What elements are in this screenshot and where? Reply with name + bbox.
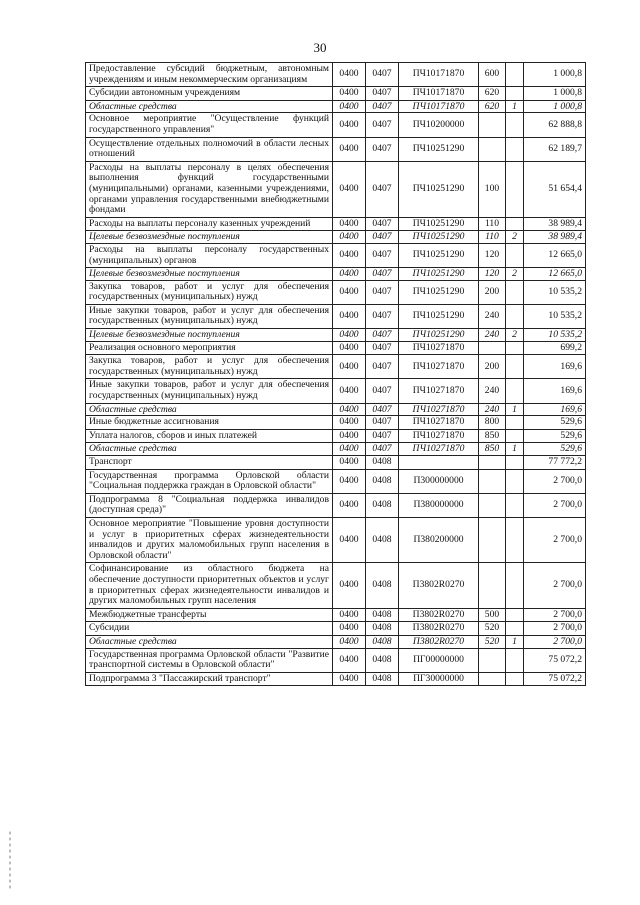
row-subsection-code: 0407 [366,113,399,137]
row-section-code: 0400 [333,672,366,686]
row-subsection-code: 0407 [366,379,399,403]
row-amount: 75 072,2 [524,672,586,686]
row-target-article: ПЧ10251290 [399,329,479,342]
row-target-article: ПЧ10171870 [399,87,479,101]
scan-edge-marks [8,830,12,890]
row-section-code: 0400 [333,63,366,87]
row-source [506,355,524,379]
table-row [86,280,586,304]
row-section-code: 0400 [333,341,366,355]
row-subsection-code: 0408 [366,517,399,562]
row-amount: 1 000,8 [524,100,586,113]
row-expense-type [479,137,506,161]
row-source [506,456,524,470]
row-subsection-code: 0407 [366,137,399,161]
row-amount: 77 772,2 [524,456,586,470]
table-row [86,622,586,636]
row-expense-type [479,563,506,608]
row-amount: 2 700,0 [524,608,586,622]
table-row [86,379,586,403]
row-subsection-code: 0407 [366,161,399,217]
row-name: Подпрограмма 3 "Пассажирский транспорт" [86,672,333,686]
row-source: 1 [506,635,524,648]
row-name: Закупка товаров, работ и услуг для обеспечения государственных (муниципальных) нужд [86,280,333,304]
row-expense-type: 110 [479,217,506,231]
row-expense-type: 850 [479,429,506,443]
row-name: Подпрограмма 8 "Социальная поддержка инвалидов (доступная среда)" [86,493,333,517]
row-subsection-code: 0407 [366,355,399,379]
row-amount: 51 654,4 [524,161,586,217]
table-row [86,231,586,244]
row-target-article: ПГ00000000 [399,648,479,672]
row-section-code: 0400 [333,243,366,267]
row-amount: 169,6 [524,355,586,379]
row-source [506,622,524,636]
row-amount: 2 700,0 [524,622,586,636]
row-expense-type: 240 [479,379,506,403]
row-amount: 12 665,0 [524,268,586,281]
row-subsection-code: 0408 [366,608,399,622]
row-amount: 1 000,8 [524,87,586,101]
row-source [506,341,524,355]
row-amount: 2 700,0 [524,635,586,648]
row-expense-type [479,672,506,686]
row-section-code: 0400 [333,329,366,342]
row-section-code: 0400 [333,403,366,416]
table-row [86,672,586,686]
row-name: Субсидии [86,622,333,636]
row-source [506,137,524,161]
row-name: Закупка товаров, работ и услуг для обеспечения государственных (муниципальных) нужд [86,355,333,379]
row-subsection-code: 0407 [366,243,399,267]
row-section-code: 0400 [333,469,366,493]
row-expense-type: 240 [479,329,506,342]
row-source [506,563,524,608]
row-name: Областные средства [86,635,333,648]
row-section-code: 0400 [333,304,366,328]
row-amount: 699,2 [524,341,586,355]
row-section-code: 0400 [333,161,366,217]
row-target-article: ПГ30000000 [399,672,479,686]
row-name: Иные закупки товаров, работ и услуг для обеспечения государственных (муниципальных) нужд [86,379,333,403]
row-section-code: 0400 [333,355,366,379]
row-amount: 2 700,0 [524,563,586,608]
row-source [506,280,524,304]
row-subsection-code: 0408 [366,635,399,648]
row-target-article: ПЧ10200000 [399,113,479,137]
row-amount: 169,6 [524,379,586,403]
table-row [86,268,586,281]
row-expense-type: 620 [479,87,506,101]
table-row [86,161,586,217]
row-name: Осуществление отдельных полномочий в области лесных отношений [86,137,333,161]
row-name: Государственная программа Орловской области "Социальная поддержка граждан в Орловской области" [86,469,333,493]
row-target-article: ПЧ10171870 [399,63,479,87]
row-expense-type [479,517,506,562]
row-target-article: ПЧ10251290 [399,243,479,267]
row-name: Предоставление субсидий бюджетным, автономным учреждениям и иным некоммерческим организациям [86,63,333,87]
row-subsection-code: 0407 [366,231,399,244]
row-subsection-code: 0407 [366,329,399,342]
row-name: Иные закупки товаров, работ и услуг для обеспечения государственных (муниципальных) нужд [86,304,333,328]
row-amount: 529,6 [524,416,586,430]
row-subsection-code: 0407 [366,341,399,355]
row-name: Реализация основного мероприятия [86,341,333,355]
row-target-article: П3802R0270 [399,635,479,648]
row-amount: 2 700,0 [524,469,586,493]
row-name: Межбюджетные трансферты [86,608,333,622]
row-section-code: 0400 [333,429,366,443]
row-target-article: П3802R0270 [399,563,479,608]
row-target-article: П380200000 [399,517,479,562]
row-source [506,113,524,137]
row-section-code: 0400 [333,231,366,244]
row-expense-type [479,113,506,137]
row-expense-type [479,341,506,355]
row-section-code: 0400 [333,87,366,101]
table-row [86,100,586,113]
row-name: Целевые безвозмездные поступления [86,268,333,281]
table-row [86,329,586,342]
row-subsection-code: 0407 [366,87,399,101]
row-target-article: П300000000 [399,469,479,493]
row-target-article: ПЧ10171870 [399,100,479,113]
row-target-article: П3802R0270 [399,608,479,622]
row-expense-type: 100 [479,161,506,217]
row-expense-type: 520 [479,635,506,648]
row-amount: 169,6 [524,403,586,416]
row-name: Транспорт [86,456,333,470]
row-name: Областные средства [86,100,333,113]
row-target-article: ПЧ10271870 [399,429,479,443]
row-name: Софинансирование из областного бюджета на обеспечение доступности приоритетных объектов и услуг в приоритетных сферах жизнедеятельности инвалидов и других маломобильных групп населения [86,563,333,608]
row-amount: 10 535,2 [524,329,586,342]
row-section-code: 0400 [333,268,366,281]
row-amount: 75 072,2 [524,648,586,672]
row-section-code: 0400 [333,280,366,304]
row-expense-type: 500 [479,608,506,622]
row-source [506,608,524,622]
row-amount: 38 989,4 [524,231,586,244]
row-section-code: 0400 [333,113,366,137]
row-target-article [399,456,479,470]
row-subsection-code: 0407 [366,268,399,281]
page-number: 30 [313,40,327,55]
row-target-article: ПЧ10271870 [399,403,479,416]
row-name: Расходы на выплаты персоналу в целях обеспечения выполнения функций государственными (муниципальными) органами, казенными учреждениями, органами управления государственными внебюджетными фондами [86,161,333,217]
row-source [506,304,524,328]
row-expense-type: 200 [479,355,506,379]
row-amount: 2 700,0 [524,517,586,562]
row-section-code: 0400 [333,379,366,403]
table-row [86,355,586,379]
row-source [506,161,524,217]
table-row [86,304,586,328]
row-expense-type: 800 [479,416,506,430]
row-target-article: П3802R0270 [399,622,479,636]
row-section-code: 0400 [333,443,366,456]
row-subsection-code: 0407 [366,217,399,231]
row-expense-type: 200 [479,280,506,304]
row-section-code: 0400 [333,648,366,672]
table-row [86,563,586,608]
row-source [506,493,524,517]
row-name: Областные средства [86,403,333,416]
row-source: 1 [506,403,524,416]
row-section-code: 0400 [333,635,366,648]
row-name: Целевые безвозмездные поступления [86,231,333,244]
row-target-article: ПЧ10251290 [399,280,479,304]
row-source [506,87,524,101]
row-target-article: ПЧ10271870 [399,443,479,456]
budget-table [85,62,586,686]
row-target-article: ПЧ10251290 [399,268,479,281]
row-target-article: П380000000 [399,493,479,517]
row-name: Областные средства [86,443,333,456]
row-amount: 38 989,4 [524,217,586,231]
row-source [506,243,524,267]
row-source: 2 [506,268,524,281]
row-expense-type: 120 [479,243,506,267]
row-target-article: ПЧ10251290 [399,137,479,161]
row-subsection-code: 0408 [366,456,399,470]
table-row [86,456,586,470]
row-target-article: ПЧ10271870 [399,355,479,379]
row-target-article: ПЧ10251290 [399,304,479,328]
row-subsection-code: 0407 [366,63,399,87]
row-subsection-code: 0408 [366,648,399,672]
row-subsection-code: 0407 [366,403,399,416]
row-source [506,672,524,686]
row-amount: 2 700,0 [524,493,586,517]
row-section-code: 0400 [333,622,366,636]
row-amount: 529,6 [524,443,586,456]
row-name: Уплата налогов, сборов и иных платежей [86,429,333,443]
table-row [86,63,586,87]
row-name: Расходы на выплаты персоналу казенных учреждений [86,217,333,231]
row-section-code: 0400 [333,493,366,517]
row-section-code: 0400 [333,563,366,608]
row-subsection-code: 0407 [366,100,399,113]
row-name: Государственная программа Орловской области "Развитие транспортной системы в Орловской области" [86,648,333,672]
row-name: Иные бюджетные ассигнования [86,416,333,430]
table-row [86,243,586,267]
row-section-code: 0400 [333,416,366,430]
table-row [86,113,586,137]
row-expense-type: 520 [479,622,506,636]
row-source [506,429,524,443]
row-subsection-code: 0408 [366,563,399,608]
row-amount: 62 189,7 [524,137,586,161]
row-subsection-code: 0407 [366,304,399,328]
row-amount: 529,6 [524,429,586,443]
row-subsection-code: 0407 [366,443,399,456]
table-body [86,63,586,686]
table-row [86,87,586,101]
row-subsection-code: 0408 [366,493,399,517]
row-source: 2 [506,329,524,342]
row-expense-type [479,648,506,672]
table-row [86,217,586,231]
row-subsection-code: 0407 [366,280,399,304]
row-expense-type: 120 [479,268,506,281]
table-row [86,493,586,517]
row-expense-type: 620 [479,100,506,113]
row-source [506,416,524,430]
table-row [86,443,586,456]
row-subsection-code: 0407 [366,429,399,443]
row-expense-type [479,493,506,517]
row-expense-type: 110 [479,231,506,244]
row-section-code: 0400 [333,517,366,562]
row-source [506,63,524,87]
row-expense-type: 240 [479,403,506,416]
table-row [86,137,586,161]
row-section-code: 0400 [333,100,366,113]
row-source: 1 [506,443,524,456]
row-name: Основное мероприятие "Повышение уровня доступности и услуг в приоритетных сферах жизнедеятельности инвалидов и других маломобильных групп населения в Орловской области" [86,517,333,562]
row-section-code: 0400 [333,137,366,161]
row-section-code: 0400 [333,456,366,470]
row-target-article: ПЧ10271870 [399,341,479,355]
row-target-article: ПЧ10271870 [399,416,479,430]
row-source: 1 [506,100,524,113]
row-source [506,379,524,403]
row-section-code: 0400 [333,608,366,622]
row-target-article: ПЧ10251290 [399,231,479,244]
row-expense-type [479,456,506,470]
row-subsection-code: 0408 [366,469,399,493]
row-expense-type: 600 [479,63,506,87]
row-subsection-code: 0408 [366,672,399,686]
row-amount: 12 665,0 [524,243,586,267]
table-row [86,416,586,430]
table-row [86,648,586,672]
table-row [86,608,586,622]
row-name: Расходы на выплаты персоналу государственных (муниципальных) органов [86,243,333,267]
table-row [86,517,586,562]
table-row [86,403,586,416]
row-expense-type [479,469,506,493]
table-row [86,341,586,355]
row-source [506,217,524,231]
row-expense-type: 850 [479,443,506,456]
row-target-article: ПЧ10271870 [399,379,479,403]
row-name: Основное мероприятие "Осуществление функций государственного управления" [86,113,333,137]
row-name: Субсидии автономным учреждениям [86,87,333,101]
row-subsection-code: 0407 [366,416,399,430]
row-name: Целевые безвозмездные поступления [86,329,333,342]
row-section-code: 0400 [333,217,366,231]
table-row [86,469,586,493]
row-target-article: ПЧ10251290 [399,161,479,217]
row-target-article: ПЧ10251290 [399,217,479,231]
table-row [86,635,586,648]
row-amount: 10 535,2 [524,280,586,304]
table-row [86,429,586,443]
row-expense-type: 240 [479,304,506,328]
row-source: 2 [506,231,524,244]
row-source [506,648,524,672]
row-source [506,517,524,562]
row-subsection-code: 0408 [366,622,399,636]
row-amount: 1 000,8 [524,63,586,87]
row-source [506,469,524,493]
row-amount: 10 535,2 [524,304,586,328]
row-amount: 62 888,8 [524,113,586,137]
